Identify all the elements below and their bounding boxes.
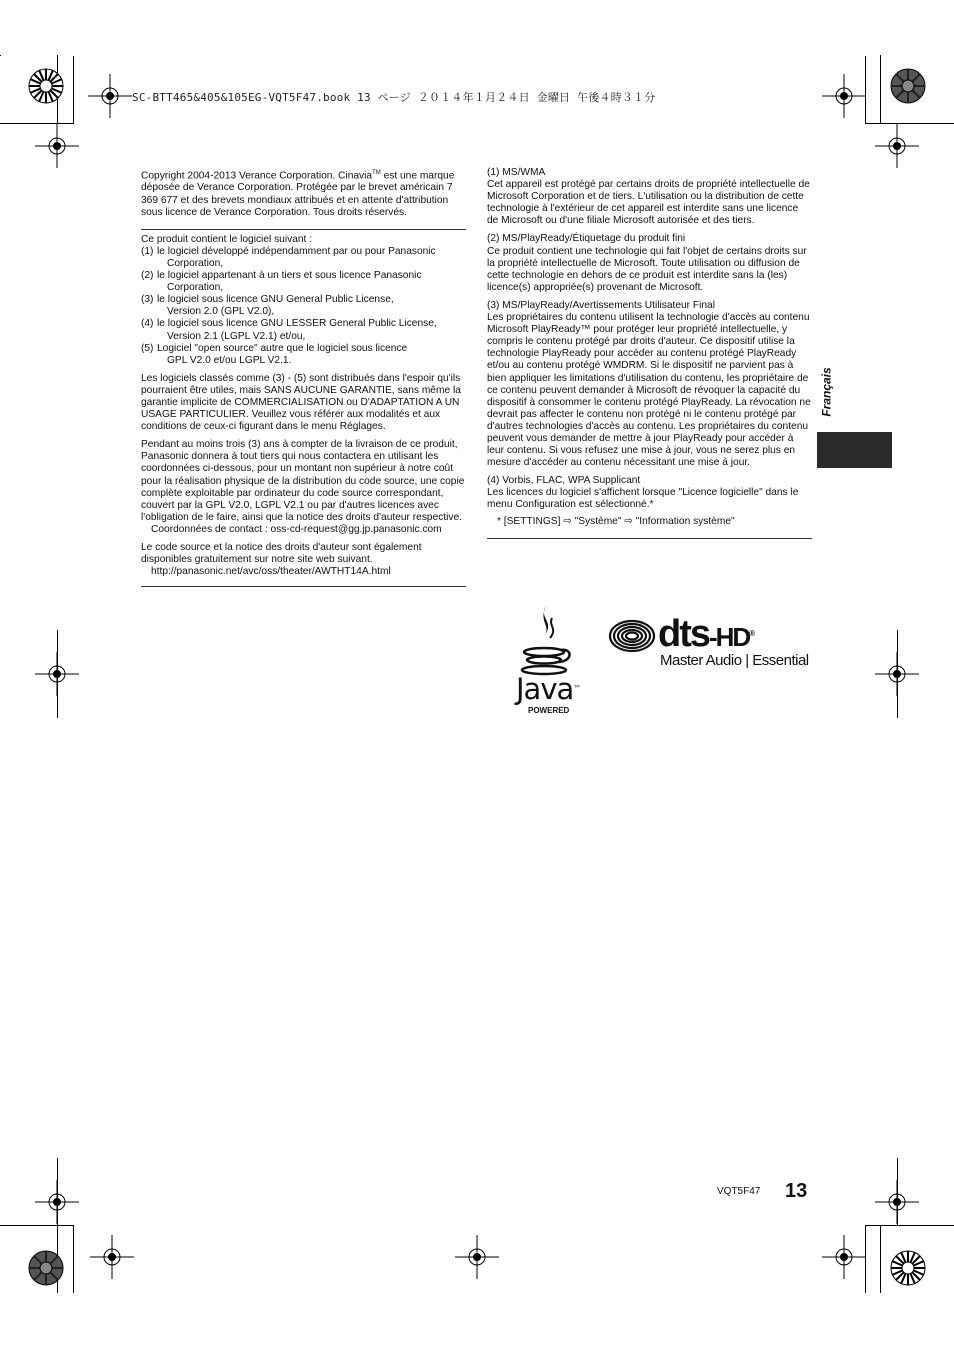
page-number: 13 xyxy=(785,1180,808,1202)
registration-mark-icon xyxy=(886,64,930,108)
crop-line xyxy=(897,1158,898,1226)
java-wordmark: Java™ xyxy=(516,672,581,706)
software-list xyxy=(141,246,466,367)
java-logo xyxy=(512,604,584,718)
contact-email: Coordonnées de contact : oss-cd-request@gg.jp.panasonic.com xyxy=(151,523,442,535)
crosshair-mark-icon xyxy=(822,1235,866,1279)
language-tab-marker xyxy=(817,432,892,468)
license-section-2: (2) MS/PlayReady/Étiquetage du produit fini Ce produit contient une technologie qui fait l'objet de certains droits sur la propriété intellectuelle de Microsoft. Toute utilisation ou diffusion de cette technologie en dehors de ce produit est interdite sans la (les) licence(s) appropriée(s) provenant de Microsoft. xyxy=(487,233,807,293)
crop-line xyxy=(57,1158,58,1226)
dts-product-line: Master Audio | Essential xyxy=(660,652,809,669)
license-section-3: (3) MS/PlayReady/Avertissements Utilisateur Final Les propriétaires du contenu utilisent la technologie d'accès au contenu Microsoft PlayReady™ pour protéger leur propriété intellectuelle, y compris le contenu protégé par droits d'auteur. Ce dispositif utilise la technologie PlayReady pour accéder au contenu protégé PlayReady et/ou au contenu protégé WMDRM. Si le dispositif ne parvient pas à bien appliquer les limitations d'utilisation du contenu, les propriétaire de ce contenu peuvent demander à Microsoft de révoquer la capacité du dispositif à consommer le contenu protégé PlayReady. La révocation ne devrait pas affecter le contenu non protégé ni le contenu protégé par d'autres technologies d'accès au contenu. Les propriétaires du contenu peuvent vous demander de mettre à jour PlayReady pour accéder à leur contenu. Si vous refusez une mise à jour, vous ne serez plus en mesure d'accéder au contenu nécessitant une mise à jour. xyxy=(487,299,811,469)
dts-swirl-icon xyxy=(608,618,656,654)
crosshair-mark-icon xyxy=(88,74,132,118)
crop-line xyxy=(897,630,898,718)
crop-line xyxy=(57,630,58,718)
model-code: VQT5F47 xyxy=(717,1186,761,1197)
crosshair-mark-icon xyxy=(822,74,866,118)
section-divider xyxy=(487,538,812,539)
list-item: (5) Logiciel "open source" autre que le logiciel sous licence GPL V2.0 et/ou LGPL V2.1. xyxy=(141,342,408,366)
section-divider xyxy=(141,586,466,587)
registration-mark-icon xyxy=(24,1246,68,1290)
right-column xyxy=(487,167,812,539)
registration-mark-icon xyxy=(24,64,68,108)
language-label: Français xyxy=(820,367,835,417)
crosshair-mark-icon xyxy=(875,124,919,168)
java-powered-text: POWERED xyxy=(528,706,570,715)
java-cup-icon xyxy=(516,604,576,678)
oss-url: http://panasonic.net/avc/oss/theater/AWTHT14A.html xyxy=(151,566,391,578)
crosshair-mark-icon xyxy=(90,1235,134,1279)
crosshair-mark-icon xyxy=(35,124,79,168)
source-availability-paragraph: Le code source et la notice des droits d'auteur sont également disponibles gratuitement sur notre site web suivant. http://panasonic.net/avc/oss/theater/AWTHT14A.html xyxy=(141,542,422,578)
section-title: (2) MS/PlayReady/Étiquetage du produit fini xyxy=(487,233,686,245)
source-offer-paragraph: Pendant au moins trois (3) ans à compter de la livraison de ce produit, Panasonic donnera à tout tiers qui nous contactera en utilisant les coordonnées ci-dessous, pour un montant non supérieur à notre coût pour la réalisation physique de la distribution du code source, une copie complète exploitable par ordinateur du code source correspondant, couvert par la GPL V2.0, LGPL V2.1 ou par d'autres licences avec l'obligation de le faire, ainsi que la notice des droits d'auteur respective. Coordonnées de contact : oss-cd-request@gg.jp.panasonic.com xyxy=(141,439,465,535)
section-title: (4) Vorbis, FLAC, WPA Supplicant xyxy=(487,475,641,487)
footnote: * [SETTINGS] ⇨ "Système" ⇨ "Information système" xyxy=(497,515,735,527)
dts-hd-logo xyxy=(608,614,813,674)
registration-mark-icon xyxy=(886,1246,930,1290)
list-item: (1) le logiciel développé indépendamment par ou pour Panasonic Corporation, xyxy=(141,245,436,269)
gpl-warranty-paragraph: Les logiciels classés comme (3) - (5) sont distribués dans l'espoir qu'ils pourraient être utiles, mais SANS AUCUNE GARANTIE, sans même la garantie implicite de COMMERCIALISATION ou D'ADAPTATION A UN USAGE PARTICULIER. Veuillez vous référer aux modalités et aux conditions de ceux-ci figurant dans le menu Réglages. xyxy=(141,372,461,433)
section-title: (1) MS/WMA xyxy=(487,167,546,178)
left-column xyxy=(141,167,466,587)
license-section-4: (4) Vorbis, FLAC, WPA Supplicant Les licences du logiciel s'affichent lorsque "Licence logicielle" dans le menu Configuration est sélectionné.* xyxy=(487,475,799,511)
license-section-1: (1) MS/WMA Cet appareil est protégé par certains droits de propriété intellectuelle de Microsoft Corporation et de tiers. L'utilisation ou la distribution de cette technologie à l'extérieur de cet appareil est interdite sans une licence de Microsoft ou d'une filiale Microsoft autorisée et des tiers. xyxy=(487,167,810,227)
list-item: (3) le logiciel sous licence GNU General Public License, Version 2.0 (GPL V2.0), xyxy=(141,294,394,318)
crosshair-mark-icon xyxy=(455,1235,499,1279)
print-header: SC-BTT465&405&105EG-VQT5F47.book 13 ページ ２０１４年１月２４日 金曜日 午後４時３１分 xyxy=(132,91,656,104)
section-title: (3) MS/PlayReady/Avertissements Utilisateur Final xyxy=(487,299,715,311)
dts-wordmark: dts-HD® xyxy=(658,613,754,655)
copyright-notice: Copyright 2004-2013 Verance Corporation. Cinavia™ est une marque déposée de Verance Corporation. Protégée par le brevet américain 7 369 677 et des brevets mondiaux attribués et en attente d'attribution sous licence de Verance Corporation. Tous droits réservés. xyxy=(141,170,455,218)
software-intro: Ce produit contient le logiciel suivant : xyxy=(141,233,313,245)
trademark-superscript: TM xyxy=(372,170,381,176)
section-divider xyxy=(141,229,466,230)
list-item: (4) le logiciel sous licence GNU LESSER General Public License, Version 2.1 (LGPL V2.1) et/ou, xyxy=(141,318,437,342)
list-item: (2) le logiciel appartenant à un tiers et sous licence Panasonic Corporation, xyxy=(141,270,422,294)
